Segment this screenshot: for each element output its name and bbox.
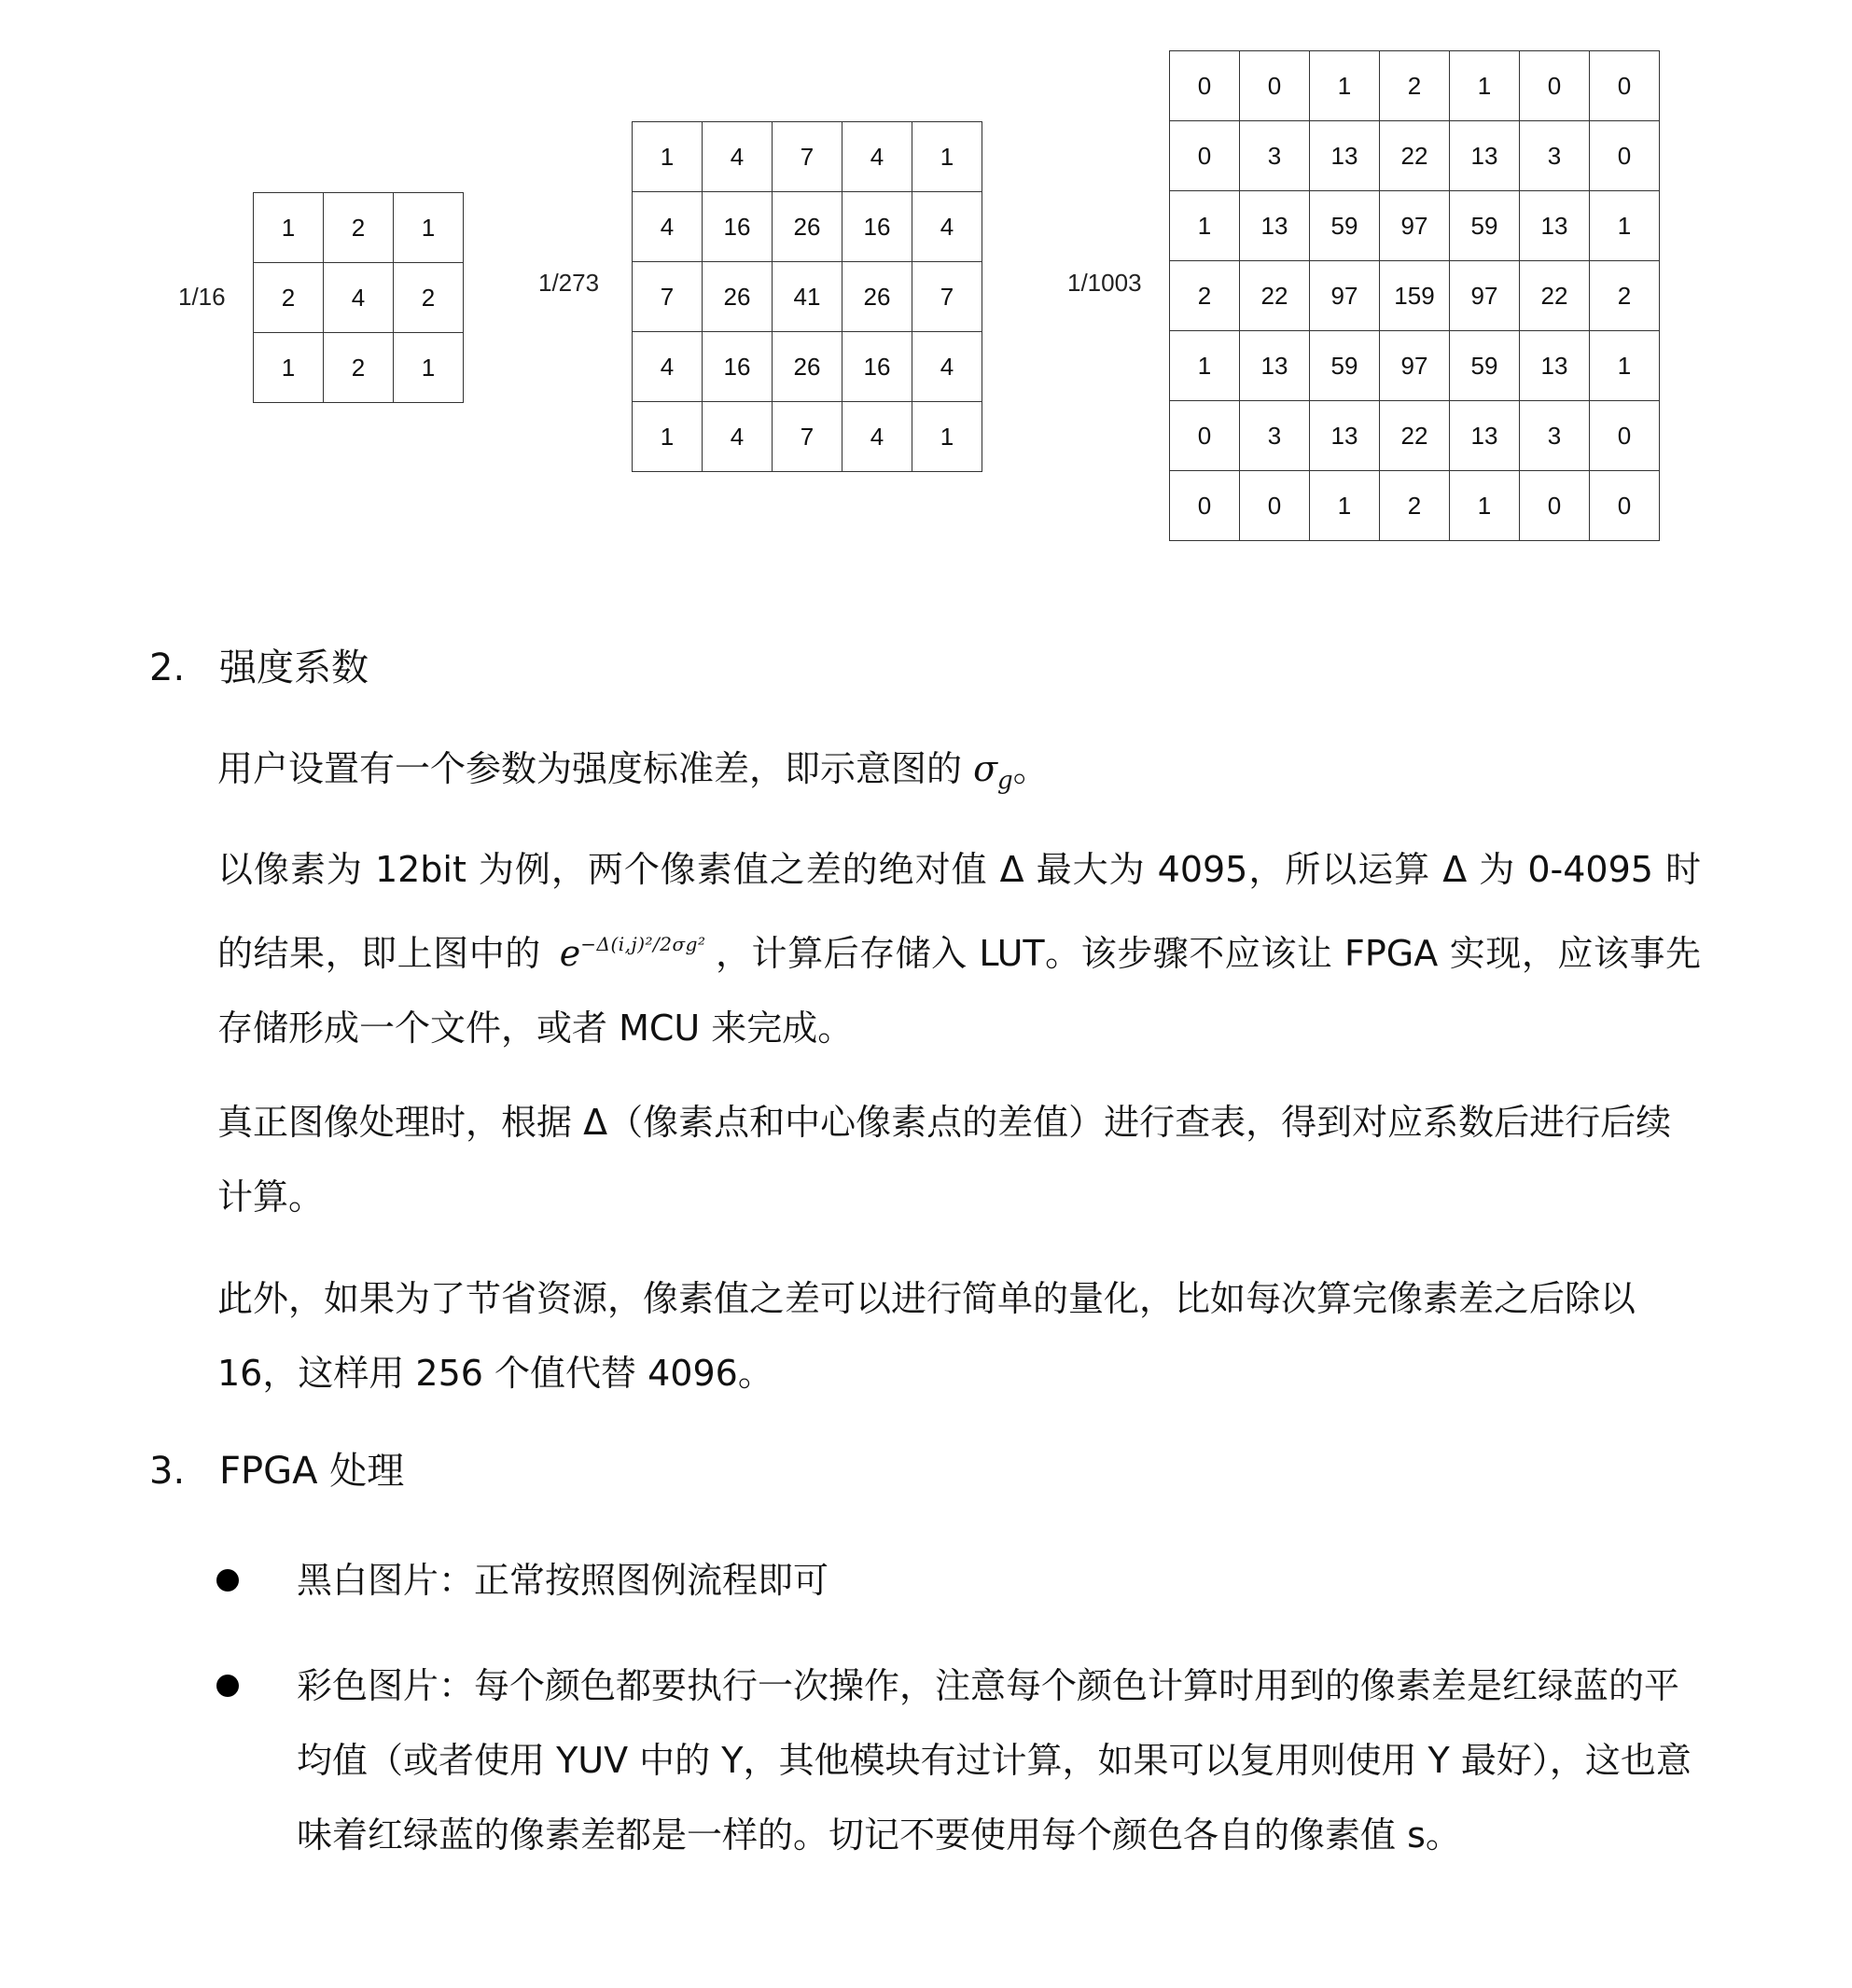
kernel-cell: 4: [912, 332, 982, 402]
kernel-cell: 0: [1590, 471, 1660, 541]
paragraph-lut-text-b: ，计算后存储入 LUT。该步骤不应该让 FPGA 实现，应该事先存储形成一个文件，或者 MCU 来完成。: [217, 933, 1701, 1049]
kernel-cell: 59: [1310, 191, 1380, 261]
kernel-cell: 1: [394, 193, 464, 263]
kernel-cell: 4: [703, 122, 773, 192]
kernel-cell: 0: [1240, 471, 1310, 541]
formula-exponent: −Δ(i,j)²/2σg²: [580, 933, 706, 955]
kernel-row: [633, 402, 982, 472]
kernel-cell: 7: [773, 122, 842, 192]
kernel-cell: 0: [1170, 51, 1240, 121]
kernel-cell: 0: [1520, 51, 1590, 121]
kernel-cell: 1: [1170, 331, 1240, 401]
kernel-row: [633, 262, 982, 332]
kernel-cell: 97: [1380, 331, 1450, 401]
kernel-cell: 22: [1380, 401, 1450, 471]
kernel-cell: 22: [1380, 121, 1450, 191]
kernel-cell: 0: [1590, 401, 1660, 471]
kernel-5x5-label: 1/273: [538, 269, 600, 297]
section-3-number: 3.: [149, 1450, 186, 1493]
kernel-cell: 1: [912, 122, 982, 192]
formula-base: e: [559, 933, 581, 974]
kernel-cell: 7: [633, 262, 703, 332]
kernel-cell: 13: [1450, 401, 1520, 471]
bullet-dot: [216, 1675, 239, 1697]
section-2-title: 强度系数: [219, 646, 369, 689]
kernel-cell: 13: [1240, 191, 1310, 261]
kernel-cell: 26: [773, 192, 842, 262]
kernel-cell: 13: [1520, 191, 1590, 261]
kernel-cell: 1: [1450, 471, 1520, 541]
kernel-cell: 59: [1450, 331, 1520, 401]
kernel-row: [1170, 121, 1660, 191]
kernel-cell: 2: [1380, 51, 1450, 121]
kernel-cell: 22: [1240, 261, 1310, 331]
kernel-cell: 1: [912, 402, 982, 472]
kernel-cell: 26: [842, 262, 912, 332]
paragraph-quantize: [217, 1261, 1701, 1411]
kernel-cell: 2: [394, 263, 464, 333]
kernel-cell: 2: [324, 333, 394, 403]
kernel-cell: 0: [1520, 471, 1590, 541]
kernel-3x3-table: [253, 192, 464, 403]
kernel-cell: 26: [703, 262, 773, 332]
kernel-row: [254, 263, 464, 333]
kernel-cell: 1: [254, 333, 324, 403]
kernel-cell: 13: [1520, 331, 1590, 401]
kernel-cell: 4: [633, 192, 703, 262]
kernel-cell: 13: [1240, 331, 1310, 401]
kernel-cell: 1: [1590, 191, 1660, 261]
kernel-row: [633, 332, 982, 402]
kernel-row: [633, 192, 982, 262]
paragraph-lut-text-a: 以像素为 12bit 为例，两个像素值之差的绝对值 Δ 最大为 4095，所以运算 Δ 为 0-4095 时的结果，即上图中的: [217, 849, 1701, 974]
kernel-7x7-table: [1169, 50, 1660, 541]
kernel-5x5-table: [632, 121, 982, 472]
kernel-cell: 2: [1590, 261, 1660, 331]
kernel-3x3-label: 1/16: [178, 283, 226, 311]
kernel-row: [1170, 51, 1660, 121]
kernel-cell: 3: [1240, 121, 1310, 191]
kernel-cell: 59: [1310, 331, 1380, 401]
kernel-cell: 2: [1380, 471, 1450, 541]
kernel-cell: 7: [912, 262, 982, 332]
kernel-cell: 159: [1380, 261, 1450, 331]
kernel-cell: 13: [1310, 401, 1380, 471]
kernel-cell: 1: [633, 402, 703, 472]
bullet-grayscale-text: 黑白图片：正常按照图例流程即可: [297, 1560, 829, 1601]
kernel-cell: 2: [254, 263, 324, 333]
paragraph-intensity-std-text: 用户设置有一个参数为强度标准差，即示意图的: [217, 748, 974, 789]
kernel-cell: 97: [1310, 261, 1380, 331]
paragraph-intensity-std: [217, 731, 1701, 818]
kernel-row: [1170, 331, 1660, 401]
kernel-cell: 97: [1380, 191, 1450, 261]
kernel-cell: 13: [1450, 121, 1520, 191]
paragraph-intensity-std-end: 。: [1012, 748, 1049, 789]
kernel-cell: 4: [842, 402, 912, 472]
kernel-row: [254, 333, 464, 403]
kernel-cell: 0: [1170, 121, 1240, 191]
kernel-cell: 2: [1170, 261, 1240, 331]
paragraph-lookup: [217, 1085, 1701, 1234]
kernel-cell: 4: [842, 122, 912, 192]
kernel-cell: 26: [773, 332, 842, 402]
kernel-cell: 1: [1310, 471, 1380, 541]
kernel-cell: 3: [1520, 401, 1590, 471]
gaussian-formula: [560, 907, 706, 991]
kernel-row: [1170, 191, 1660, 261]
kernel-cell: 13: [1310, 121, 1380, 191]
sigma-subscript: g: [997, 767, 1013, 795]
kernel-cell: 97: [1450, 261, 1520, 331]
kernel-cell: 1: [394, 333, 464, 403]
kernel-row: [1170, 401, 1660, 471]
bullet-color-text: 彩色图片：每个颜色都要执行一次操作，注意每个颜色计算时用到的像素差是红绿蓝的平均值（或者使用 YUV 中的 Y，其他模块有过计算，如果可以复用则使用 Y 最好），这也意味着红绿蓝的像素差都是一样的。切记不要使用每个颜色各自的像素值 s。: [297, 1665, 1692, 1856]
kernel-cell: 1: [254, 193, 324, 263]
section-2-number: 2.: [149, 646, 186, 689]
kernel-row: [1170, 471, 1660, 541]
kernel-cell: 59: [1450, 191, 1520, 261]
kernel-cell: 0: [1590, 51, 1660, 121]
paragraph-lut: [217, 832, 1701, 1065]
kernel-cell: 41: [773, 262, 842, 332]
kernel-cell: 0: [1170, 471, 1240, 541]
kernel-cell: 1: [1450, 51, 1520, 121]
kernel-cell: 16: [703, 192, 773, 262]
bullet-dot: [216, 1569, 239, 1592]
kernel-7x7-label: 1/1003: [1067, 269, 1142, 297]
sigma-symbol: σ: [973, 748, 998, 789]
paragraph-lookup-text: 真正图像处理时，根据 Δ（像素点和中心像素点的差值）进行查表，得到对应系数后进行后续计算。: [217, 1102, 1672, 1217]
kernel-cell: 1: [1590, 331, 1660, 401]
kernel-cell: 22: [1520, 261, 1590, 331]
kernel-row: [254, 193, 464, 263]
kernel-cell: 0: [1590, 121, 1660, 191]
kernel-cell: 4: [703, 402, 773, 472]
kernel-cell: 3: [1520, 121, 1590, 191]
section-2-heading: [149, 638, 369, 691]
kernel-cell: 16: [842, 192, 912, 262]
kernel-cell: 7: [773, 402, 842, 472]
kernel-row: [633, 122, 982, 192]
kernel-cell: 1: [1310, 51, 1380, 121]
kernel-cell: 16: [842, 332, 912, 402]
kernel-cell: 1: [1170, 191, 1240, 261]
kernel-cell: 1: [633, 122, 703, 192]
kernel-cell: 0: [1240, 51, 1310, 121]
kernel-cell: 4: [912, 192, 982, 262]
kernel-cell: 0: [1170, 401, 1240, 471]
kernel-cell: 4: [633, 332, 703, 402]
paragraph-quantize-text: 此外，如果为了节省资源，像素值之差可以进行简单的量化，比如每次算完像素差之后除以 16，这样用 256 个值代替 4096。: [217, 1278, 1636, 1394]
kernel-cell: 2: [324, 193, 394, 263]
kernel-cell: 3: [1240, 401, 1310, 471]
section-3-heading: [149, 1441, 404, 1494]
kernel-cell: 16: [703, 332, 773, 402]
section-3-title: FPGA 处理: [219, 1450, 405, 1493]
kernel-cell: 4: [324, 263, 394, 333]
kernel-row: [1170, 261, 1660, 331]
